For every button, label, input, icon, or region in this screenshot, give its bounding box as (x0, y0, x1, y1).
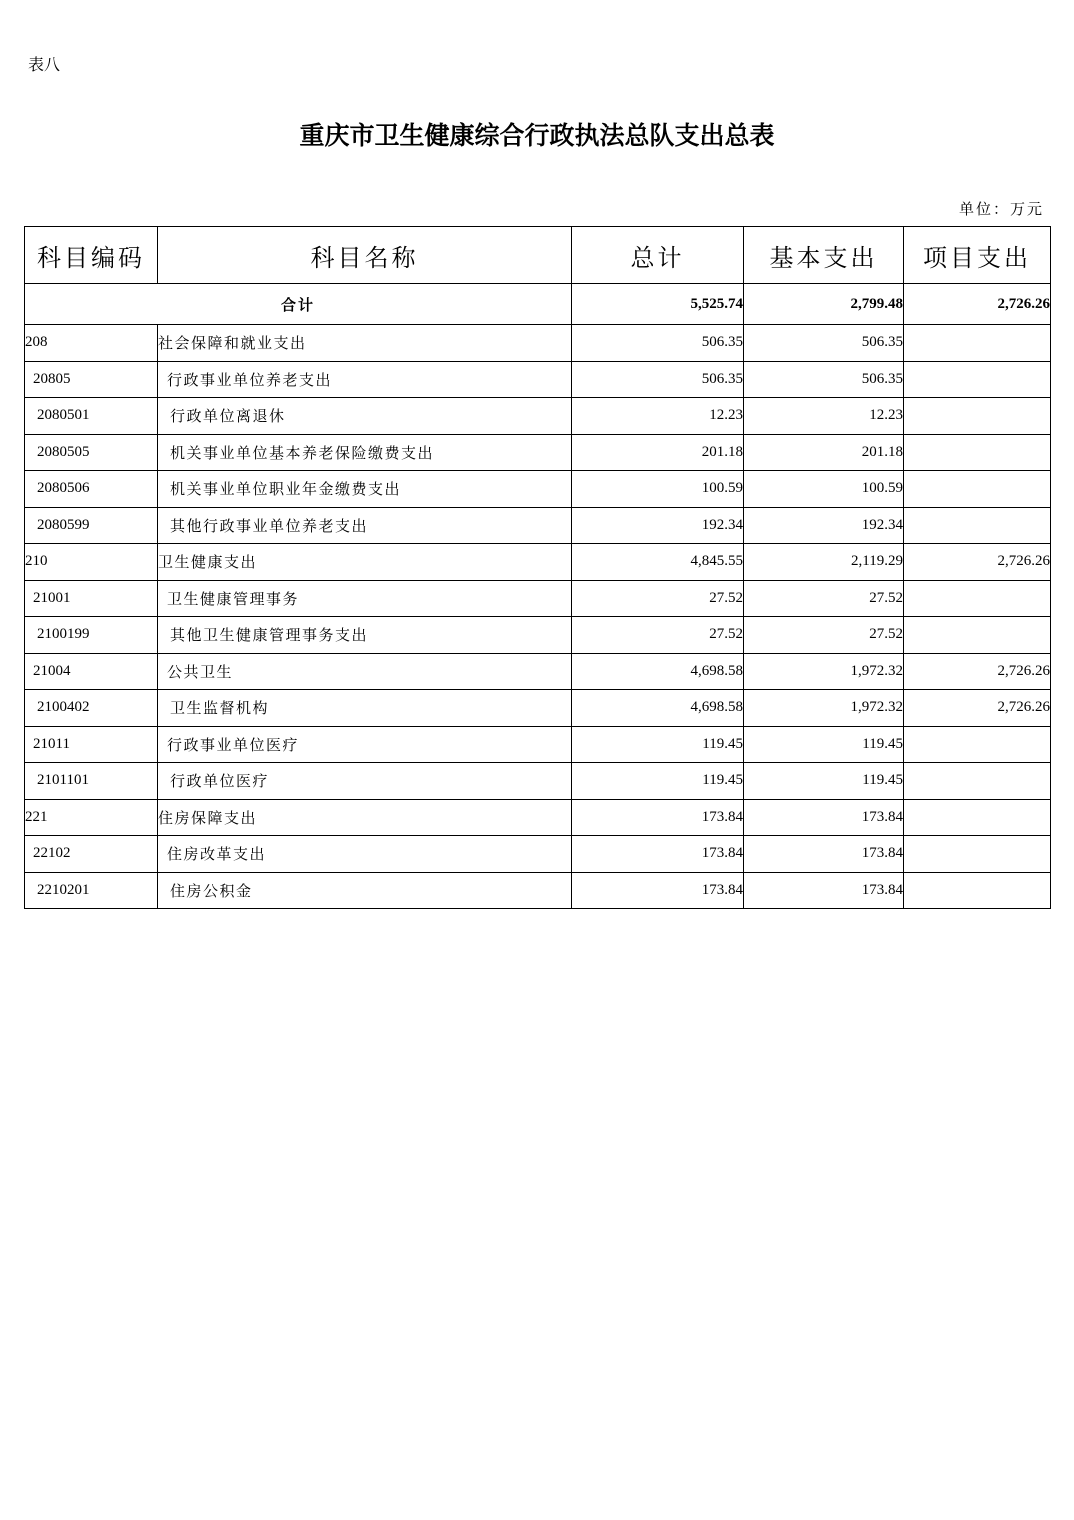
row-name: 其他行政事业单位养老支出 (158, 507, 572, 544)
row-basic: 1,972.32 (744, 653, 904, 690)
table-row (25, 544, 1051, 581)
row-project (904, 763, 1051, 800)
row-basic: 192.34 (744, 507, 904, 544)
header-name: 科目名称 (158, 227, 572, 284)
row-name: 卫生健康支出 (158, 544, 572, 581)
row-project (904, 398, 1051, 435)
row-basic: 506.35 (744, 361, 904, 398)
row-code: 2210201 (25, 872, 158, 909)
table-row (25, 690, 1051, 727)
expenditure-table (24, 226, 1051, 909)
table-row (25, 836, 1051, 873)
table-row (25, 580, 1051, 617)
header-project: 项目支出 (904, 227, 1051, 284)
row-name: 住房公积金 (158, 872, 572, 909)
row-code: 210 (25, 544, 158, 581)
row-project (904, 580, 1051, 617)
row-basic: 27.52 (744, 617, 904, 654)
header-basic: 基本支出 (744, 227, 904, 284)
row-basic: 100.59 (744, 471, 904, 508)
header-row (25, 227, 1051, 284)
row-total: 506.35 (572, 325, 744, 362)
table-row (25, 434, 1051, 471)
row-name: 社会保障和就业支出 (158, 325, 572, 362)
row-project (904, 617, 1051, 654)
row-project (904, 726, 1051, 763)
row-project (904, 836, 1051, 873)
row-code: 2100402 (25, 690, 158, 727)
row-name: 行政单位离退休 (158, 398, 572, 435)
row-project (904, 507, 1051, 544)
row-project (904, 434, 1051, 471)
row-project (904, 361, 1051, 398)
row-code: 2080599 (25, 507, 158, 544)
row-total: 173.84 (572, 872, 744, 909)
table-row (25, 398, 1051, 435)
row-total: 192.34 (572, 507, 744, 544)
row-name: 卫生监督机构 (158, 690, 572, 727)
table-row (25, 799, 1051, 836)
row-code: 2080505 (25, 434, 158, 471)
row-basic: 506.35 (744, 325, 904, 362)
row-project (904, 325, 1051, 362)
row-basic: 119.45 (744, 726, 904, 763)
row-project (904, 471, 1051, 508)
row-project (904, 799, 1051, 836)
row-total: 27.52 (572, 617, 744, 654)
row-code: 20805 (25, 361, 158, 398)
row-basic: 173.84 (744, 799, 904, 836)
row-basic: 12.23 (744, 398, 904, 435)
row-code: 21011 (25, 726, 158, 763)
table-row (25, 471, 1051, 508)
table-row (25, 507, 1051, 544)
row-name: 卫生健康管理事务 (158, 580, 572, 617)
row-total: 100.59 (572, 471, 744, 508)
table-row (25, 361, 1051, 398)
row-code: 21004 (25, 653, 158, 690)
page-title: 重庆市卫生健康综合行政执法总队支出总表 (299, 121, 775, 150)
table-row (25, 617, 1051, 654)
row-name: 住房保障支出 (158, 799, 572, 836)
row-basic: 119.45 (744, 763, 904, 800)
row-code: 2100199 (25, 617, 158, 654)
row-name: 公共卫生 (158, 653, 572, 690)
row-name: 住房改革支出 (158, 836, 572, 873)
row-name: 机关事业单位职业年金缴费支出 (158, 471, 572, 508)
row-code: 21001 (25, 580, 158, 617)
row-total: 201.18 (572, 434, 744, 471)
row-total: 173.84 (572, 799, 744, 836)
row-total: 4,698.58 (572, 690, 744, 727)
table-row (25, 726, 1051, 763)
table-tag: 表八 (28, 55, 61, 74)
row-total: 12.23 (572, 398, 744, 435)
row-total: 119.45 (572, 726, 744, 763)
row-basic: 201.18 (744, 434, 904, 471)
row-total: 4,698.58 (572, 653, 744, 690)
total-basic: 2,799.48 (744, 284, 904, 325)
unit-label: 单位：万元 (958, 200, 1044, 218)
row-basic: 1,972.32 (744, 690, 904, 727)
table-row (25, 325, 1051, 362)
row-project: 2,726.26 (904, 544, 1051, 581)
row-basic: 2,119.29 (744, 544, 904, 581)
row-name: 其他卫生健康管理事务支出 (158, 617, 572, 654)
row-project: 2,726.26 (904, 690, 1051, 727)
row-basic: 27.52 (744, 580, 904, 617)
table-row (25, 763, 1051, 800)
row-code: 22102 (25, 836, 158, 873)
row-total: 4,845.55 (572, 544, 744, 581)
total-total: 5,525.74 (572, 284, 744, 325)
row-total: 119.45 (572, 763, 744, 800)
table-row (25, 872, 1051, 909)
row-name: 行政事业单位养老支出 (158, 361, 572, 398)
header-total: 总计 (572, 227, 744, 284)
row-code: 2101101 (25, 763, 158, 800)
row-project: 2,726.26 (904, 653, 1051, 690)
row-code: 2080501 (25, 398, 158, 435)
row-total: 173.84 (572, 836, 744, 873)
row-basic: 173.84 (744, 836, 904, 873)
row-name: 行政单位医疗 (158, 763, 572, 800)
row-project (904, 872, 1051, 909)
total-project: 2,726.26 (904, 284, 1051, 325)
row-total: 27.52 (572, 580, 744, 617)
row-code: 2080506 (25, 471, 158, 508)
row-code: 221 (25, 799, 158, 836)
total-row (25, 284, 1051, 325)
table-row (25, 653, 1051, 690)
total-label: 合计 (25, 284, 572, 325)
row-name: 机关事业单位基本养老保险缴费支出 (158, 434, 572, 471)
header-code: 科目编码 (25, 227, 158, 284)
row-code: 208 (25, 325, 158, 362)
row-total: 506.35 (572, 361, 744, 398)
row-basic: 173.84 (744, 872, 904, 909)
row-name: 行政事业单位医疗 (158, 726, 572, 763)
